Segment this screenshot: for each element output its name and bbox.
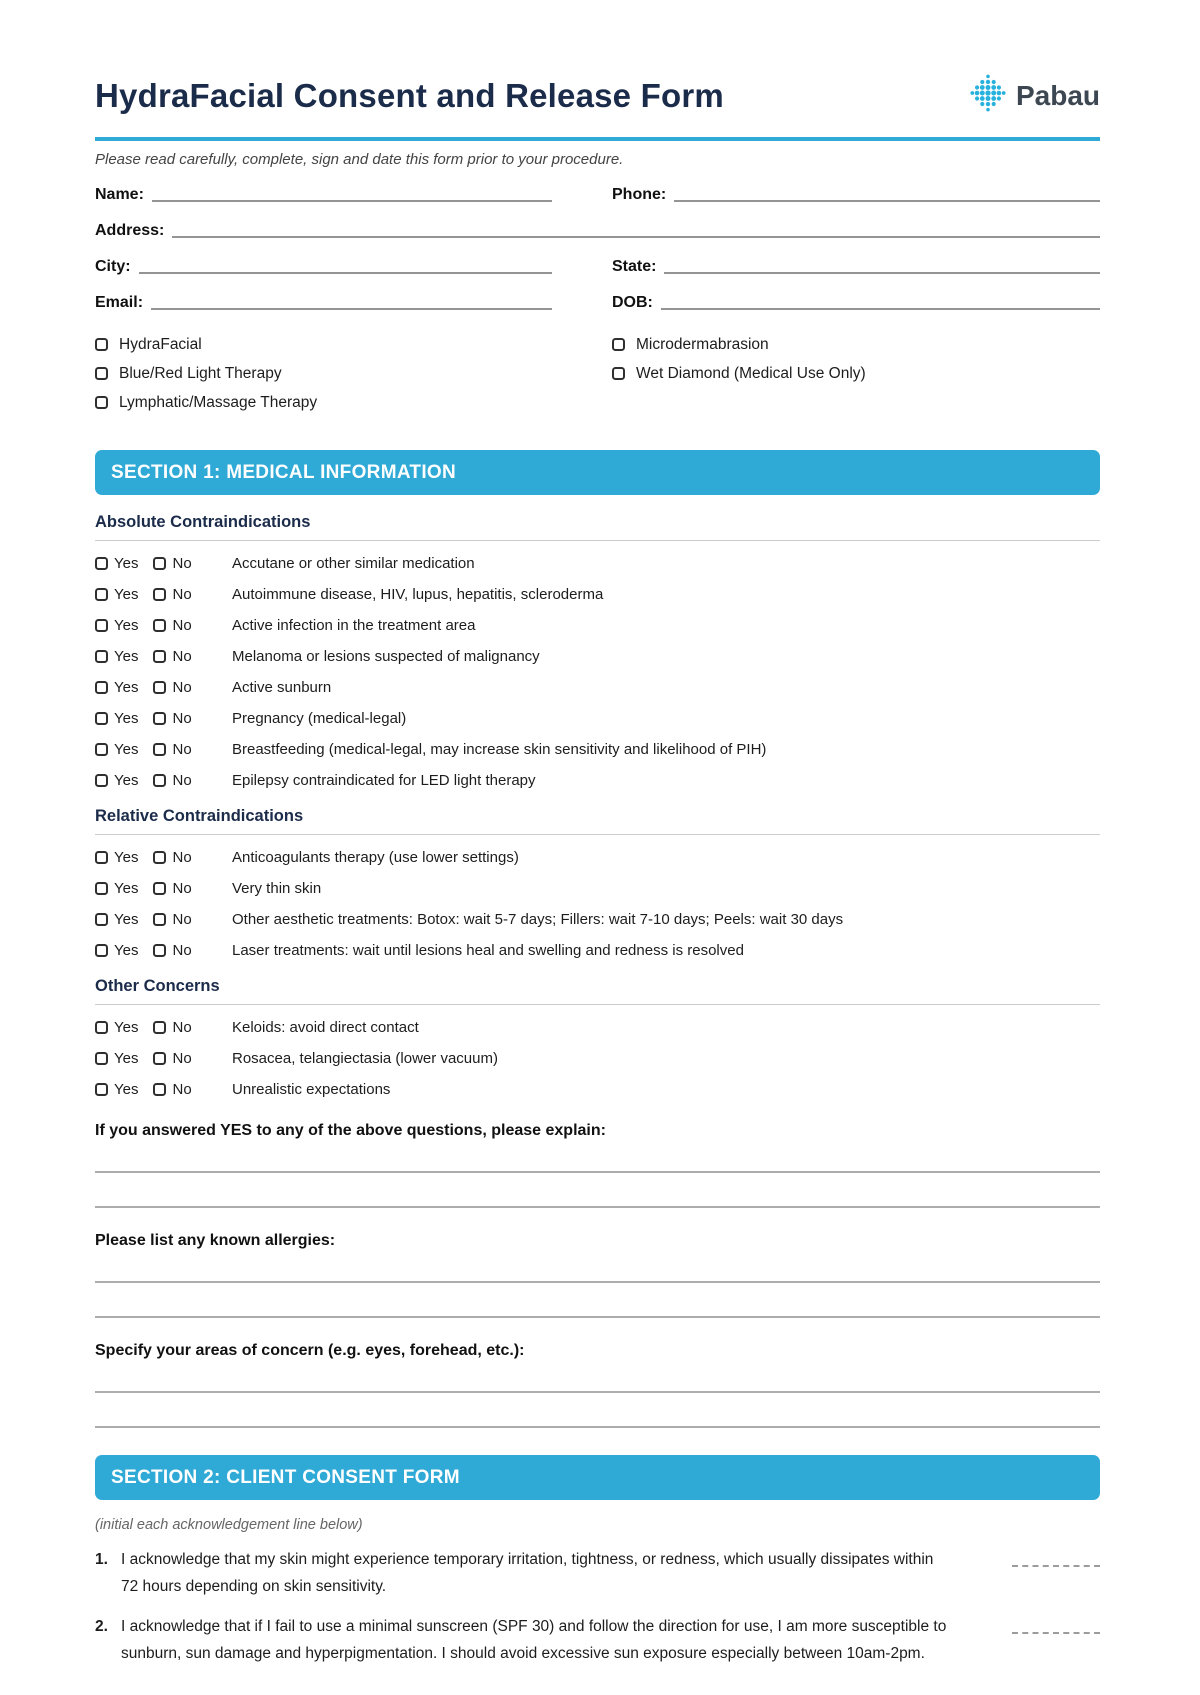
city-label: City:: [95, 258, 131, 275]
address-label: Address:: [95, 222, 165, 239]
state-field-line[interactable]: [664, 256, 1100, 274]
no-checkbox[interactable]: [153, 650, 166, 663]
contraindication-row: Yes No Melanoma or lesions suspected of malignancy: [95, 647, 1100, 665]
contact-details: [95, 182, 1100, 312]
contraindication-row: Yes No Active infection in the treatment area: [95, 616, 1100, 634]
item-number: 1.: [95, 1551, 108, 1568]
heading-divider: [95, 834, 1100, 835]
phone-label: Phone:: [612, 186, 667, 203]
yes-checkbox[interactable]: [95, 913, 108, 926]
phone-field-line[interactable]: [674, 184, 1100, 202]
contraindication-text: Autoimmune disease, HIV, lupus, hepatitis, scleroderma: [232, 585, 604, 603]
no-checkbox[interactable]: [153, 1052, 166, 1065]
contraindication-row: Yes No Laser treatments: wait until lesions heal and swelling and redness is resolved: [95, 941, 1100, 959]
initials-line[interactable]: [1012, 1546, 1100, 1567]
pabau-logo-text: Pabau: [1015, 79, 1100, 111]
no-checkbox[interactable]: [153, 913, 166, 926]
no-checkbox[interactable]: [153, 774, 166, 787]
yes-checkbox[interactable]: [95, 619, 108, 632]
contraindication-text: Unrealistic expectations: [232, 1080, 391, 1098]
item-number: 2.: [95, 1618, 108, 1635]
no-checkbox[interactable]: [153, 882, 166, 895]
email-field-line[interactable]: [151, 292, 552, 310]
treatment-checkbox-hydrafacial[interactable]: [95, 338, 108, 351]
treatment-option: Wet Diamond (Medical Use Only): [612, 365, 1100, 382]
pabau-diamond-dots-icon: [969, 74, 1007, 117]
contraindication-row: Yes No Other aesthetic treatments: Botox: wait 5-7 days; Fillers: wait 7-10 days; Peels: wait 30 days: [95, 910, 1100, 928]
section2-header: SECTION 2: CLIENT CONSENT FORM: [95, 1455, 1100, 1500]
treatment-option: HydraFacial: [95, 336, 612, 353]
name-field-line[interactable]: [152, 184, 552, 202]
explain-write-line[interactable]: [95, 1206, 1100, 1208]
yes-checkbox[interactable]: [95, 588, 108, 601]
acknowledgement-text: I acknowledge that my skin might experience temporary irritation, tightness, or redness, which usually dissipates within 72 hours depending on skin sensitivity.: [121, 1551, 934, 1595]
no-checkbox[interactable]: [153, 1021, 166, 1034]
treatment-option: Microdermabrasion: [612, 336, 1100, 353]
allergies-write-line[interactable]: [95, 1316, 1100, 1318]
yes-checkbox[interactable]: [95, 1083, 108, 1096]
allergies-prompt: Please list any known allergies:: [95, 1232, 336, 1249]
contraindication-row: Yes No Active sunburn: [95, 678, 1100, 696]
yes-checkbox[interactable]: [95, 557, 108, 570]
acknowledgement-text: I acknowledge that if I fail to use a minimal sunscreen (SPF 30) and follow the direction for use, I am more susceptible to sunburn, sun damage and hyperpigmentation. I should avoid excessive sun exposure especially between 10am-2pm.: [121, 1618, 947, 1662]
no-checkbox[interactable]: [153, 944, 166, 957]
contraindication-text: Laser treatments: wait until lesions heal and swelling and redness is resolved: [232, 941, 744, 959]
contraindication-row: Yes No Breastfeeding (medical-legal, may increase skin sensitivity and likelihood of PIH): [95, 740, 1100, 758]
yes-checkbox[interactable]: [95, 681, 108, 694]
contraindication-text: Keloids: avoid direct contact: [232, 1018, 419, 1036]
contraindication-row: Yes No Epilepsy contraindicated for LED light therapy: [95, 771, 1100, 789]
yes-checkbox[interactable]: [95, 882, 108, 895]
treatment-options: [95, 336, 1100, 423]
yes-checkbox[interactable]: [95, 712, 108, 725]
contraindication-text: Breastfeeding (medical-legal, may increase skin sensitivity and likelihood of PIH): [232, 740, 767, 758]
no-checkbox[interactable]: [153, 743, 166, 756]
yes-checkbox[interactable]: [95, 1052, 108, 1065]
yes-checkbox[interactable]: [95, 851, 108, 864]
contraindication-row: Yes No Anticoagulants therapy (use lower settings): [95, 848, 1100, 866]
initials-line[interactable]: [1012, 1613, 1100, 1634]
contraindication-text: Other aesthetic treatments: Botox: wait 5-7 days; Fillers: wait 7-10 days; Peels: wait 30 days: [232, 910, 844, 928]
contraindication-text: Melanoma or lesions suspected of malignancy: [232, 647, 540, 665]
contraindication-row: Yes No Unrealistic expectations: [95, 1080, 1100, 1098]
heading-divider: [95, 1004, 1100, 1005]
contraindication-text: Rosacea, telangiectasia (lower vacuum): [232, 1049, 498, 1067]
treatment-checkbox-wet-diamond[interactable]: [612, 367, 625, 380]
accent-divider: [95, 137, 1100, 141]
address-field-line[interactable]: [172, 220, 1100, 238]
no-checkbox[interactable]: [153, 588, 166, 601]
absolute-contraindications-heading: Absolute Contraindications: [95, 513, 311, 531]
yes-checkbox[interactable]: [95, 650, 108, 663]
contraindication-row: Yes No Rosacea, telangiectasia (lower vacuum): [95, 1049, 1100, 1067]
treatment-checkbox-blue-red-light[interactable]: [95, 367, 108, 380]
form-header: [95, 0, 1100, 117]
email-label: Email:: [95, 294, 144, 311]
yes-checkbox[interactable]: [95, 774, 108, 787]
consent-acknowledgement-item: [95, 1613, 1100, 1667]
no-checkbox[interactable]: [153, 681, 166, 694]
contact-row: [95, 182, 1100, 204]
other-concerns-heading: Other Concerns: [95, 977, 220, 995]
city-field-line[interactable]: [139, 256, 552, 274]
areas-of-concern-prompt: Specify your areas of concern (e.g. eyes, forehead, etc.):: [95, 1342, 525, 1359]
contraindication-text: Pregnancy (medical-legal): [232, 709, 407, 727]
no-checkbox[interactable]: [153, 851, 166, 864]
no-checkbox[interactable]: [153, 557, 166, 570]
name-label: Name:: [95, 186, 144, 203]
page-title: HydraFacial Consent and Release Form: [95, 76, 724, 114]
treatment-option: Lymphatic/Massage Therapy: [95, 394, 612, 411]
dob-field-line[interactable]: [661, 292, 1100, 310]
form-instructions: Please read carefully, complete, sign and date this form prior to your procedure.: [95, 151, 624, 168]
explain-prompt: If you answered YES to any of the above questions, please explain:: [95, 1122, 606, 1139]
contraindication-row: Yes No Accutane or other similar medication: [95, 554, 1100, 572]
explain-write-line[interactable]: [95, 1171, 1100, 1173]
no-checkbox[interactable]: [153, 712, 166, 725]
yes-checkbox[interactable]: [95, 944, 108, 957]
yes-checkbox[interactable]: [95, 743, 108, 756]
treatment-checkbox-microdermabrasion[interactable]: [612, 338, 625, 351]
areas-write-line[interactable]: [95, 1426, 1100, 1428]
contact-row: [95, 218, 1100, 240]
contraindication-text: Active sunburn: [232, 678, 332, 696]
relative-contraindications-heading: Relative Contraindications: [95, 807, 304, 825]
dob-label: DOB:: [612, 294, 653, 311]
treatment-checkbox-lymphatic-massage[interactable]: [95, 396, 108, 409]
initial-instruction-note: (initial each acknowledgement line below): [95, 1517, 363, 1533]
heading-divider: [95, 540, 1100, 541]
yes-checkbox[interactable]: [95, 1021, 108, 1034]
contact-row: [95, 254, 1100, 276]
treatment-option: Blue/Red Light Therapy: [95, 365, 612, 382]
contraindication-text: Very thin skin: [232, 879, 322, 897]
contraindication-text: Epilepsy contraindicated for LED light therapy: [232, 771, 536, 789]
contact-row: [95, 290, 1100, 312]
contraindication-row: Yes No Pregnancy (medical-legal): [95, 709, 1100, 727]
contraindication-text: Anticoagulants therapy (use lower settings): [232, 848, 519, 866]
section1-header: SECTION 1: MEDICAL INFORMATION: [95, 450, 1100, 495]
pabau-logo: [969, 74, 1100, 117]
contraindication-row: Yes No Very thin skin: [95, 879, 1100, 897]
areas-write-line[interactable]: [95, 1391, 1100, 1393]
contraindication-text: Active infection in the treatment area: [232, 616, 476, 634]
consent-acknowledgement-item: [95, 1546, 1100, 1600]
state-label: State:: [612, 258, 657, 275]
contraindication-row: Yes No Keloids: avoid direct contact: [95, 1018, 1100, 1036]
contraindication-row: Yes No Autoimmune disease, HIV, lupus, hepatitis, scleroderma: [95, 585, 1100, 603]
no-checkbox[interactable]: [153, 1083, 166, 1096]
allergies-write-line[interactable]: [95, 1281, 1100, 1283]
no-checkbox[interactable]: [153, 619, 166, 632]
contraindication-text: Accutane or other similar medication: [232, 554, 475, 572]
